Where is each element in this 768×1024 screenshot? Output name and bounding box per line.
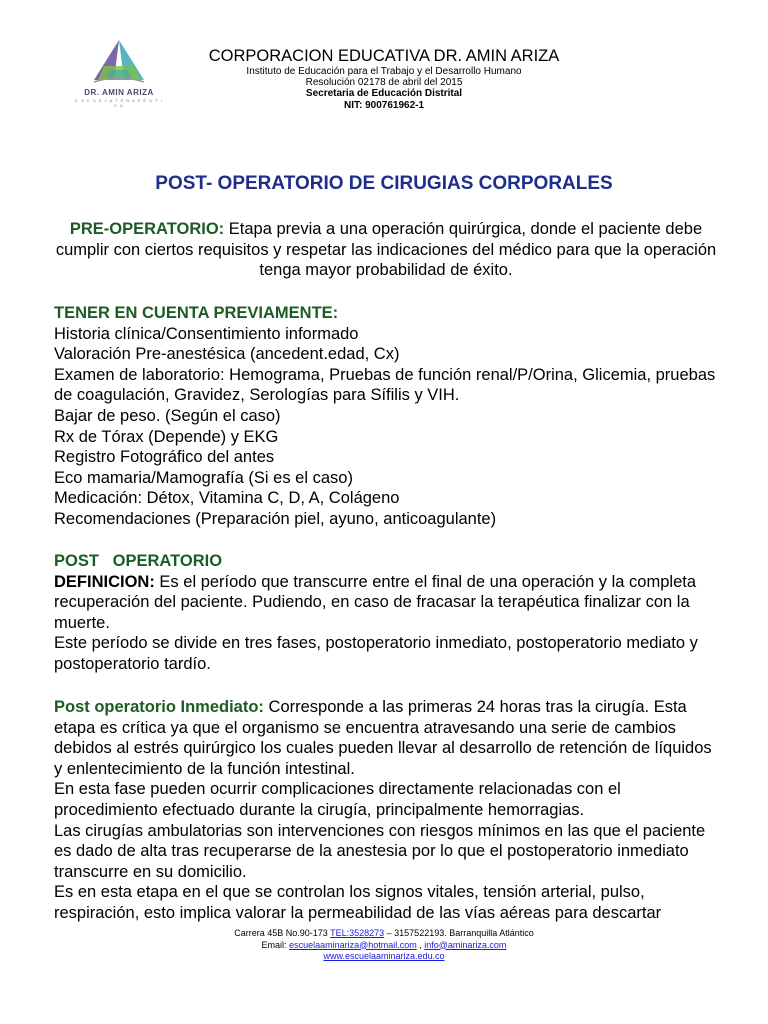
pre-operatorio-label: PRE-OPERATORIO: — [69, 220, 225, 238]
footer-address — [0, 928, 768, 940]
list-item: Historia clínica/Consentimiento informado — [54, 324, 359, 343]
footer-email — [0, 940, 768, 952]
logo-name: DR. AMIN ARIZA — [84, 88, 154, 97]
post-operatorio-section — [54, 551, 718, 675]
inmediato-paragraph-3: Las cirugías ambulatorias son intervenciones con riesgos mínimos en las que el paciente es dado de alta tras recuperarse de la anestesia por lo que el postoperatorio inmediato transcurre en su domicilio. — [54, 821, 706, 881]
footer-website — [0, 951, 768, 963]
list-item: Rx de Tórax (Depende) y EKG — [54, 427, 279, 446]
list-item: Valoración Pre-anestésica (ancedent.edad, Cx) — [54, 345, 400, 364]
definicion-paragraph — [54, 572, 718, 634]
inmediato-paragraph-2: En esta fase pueden ocurrir complicaciones directamente relacionadas con el procedimiento efectuado durante la cirugía, principalmente hemorragias. — [54, 780, 621, 819]
definicion-label: DEFINICION: — [54, 572, 155, 591]
page-footer — [0, 928, 768, 963]
institution-line: Instituto de Educación para el Trabajo y el Desarrollo Humano — [246, 66, 522, 77]
pre-operatorio-paragraph — [54, 219, 718, 281]
logo-mark-icon — [74, 36, 164, 88]
email-link-info[interactable]: info@aminariza.com — [424, 939, 507, 950]
institution-logo — [74, 36, 164, 106]
email-link-hotmail[interactable]: escuelaaminariza@hotmail.com — [289, 939, 417, 950]
inmediato-paragraph-4: Es en esta etapa en el que se controlan los signos vitales, tensión arterial, pulso, respiración, esto implica valorar la permeabilidad de las vías aéreas para descartar — [54, 883, 662, 922]
list-item: Eco mamaria/Mamografía (Si es el caso) — [54, 468, 353, 487]
logo-subtitle: E S C U E L A T E R A P É U T I C A — [75, 98, 163, 108]
address-text: Carrera 45B No.90-173 — [234, 928, 331, 938]
inmediato-text: Corresponde a las primeras 24 horas tras la cirugía. Esta etapa es crítica ya que el organismo se encuentra atravesando una serie de cambios debidos al estrés quirúrgico los cuales pueden llevar al desarrollo de retención de líquidos y enlentecimiento de la función intestinal. — [54, 698, 712, 778]
list-item: Bajar de peso. (Según el caso) — [54, 406, 281, 425]
phone-link[interactable]: TEL:3528273 — [330, 928, 385, 938]
website-link[interactable]: www.escuelaaminariza.edu.co — [323, 951, 445, 961]
post-operatorio-inmediato-section — [54, 697, 718, 924]
list-item: Recomendaciones (Preparación piel, ayuno, anticoagulante) — [54, 509, 497, 528]
definicion-text: Es el período que transcurre entre el final de una operación y la completa recuperación del paciente. Pudiendo, en caso de fracasar la terapéutica finalizar con la muerte. — [54, 572, 697, 632]
list-item: Examen de laboratorio: Hemograma, Pruebas de función renal/P/Orina, Glicemia, pruebas de coagulación, Gravidez, Serologías para Sífilis y VIH. — [54, 365, 716, 405]
email-separator: , — [416, 939, 425, 950]
email-label: Email: — [261, 939, 290, 950]
address-text-2: – 3157522193. Barranquilla Atlántico — [384, 928, 534, 938]
resolution-line: Resolución 02178 de abril del 2015 — [305, 77, 463, 88]
fases-paragraph: Este período se divide en tres fases, postoperatorio inmediato, postoperatorio mediato y postoperatorio tardío. — [54, 634, 698, 673]
document-title: POST- OPERATORIO DE CIRUGIAS CORPORALES — [155, 173, 613, 194]
inmediato-label: Post operatorio Inmediato: — [54, 698, 264, 716]
list-item: Registro Fotográfico del antes — [54, 448, 275, 467]
tener-en-cuenta-heading: TENER EN CUENTA PREVIAMENTE: — [54, 304, 339, 322]
tener-en-cuenta-section — [54, 303, 718, 530]
inmediato-paragraph — [54, 697, 718, 779]
letterhead — [160, 46, 608, 111]
pre-operatorio-text: Etapa previa a una operación quirúrgica, donde el paciente debe cumplir con ciertos requisitos y respetar las indicaciones del médico para que la operación tenga mayor probabilidad de éxito. — [55, 220, 717, 280]
organization-name: CORPORACION EDUCATIVA DR. AMIN ARIZA — [208, 47, 560, 65]
nit-line: NIT: 900761962-1 — [343, 100, 425, 111]
list-item: Medicación: Détox, Vitamina C, D, A, Colágeno — [54, 489, 400, 508]
post-operatorio-heading: POST OPERATORIO — [54, 552, 223, 570]
secretaria-line: Secretaria de Educación Distrital — [305, 88, 463, 99]
